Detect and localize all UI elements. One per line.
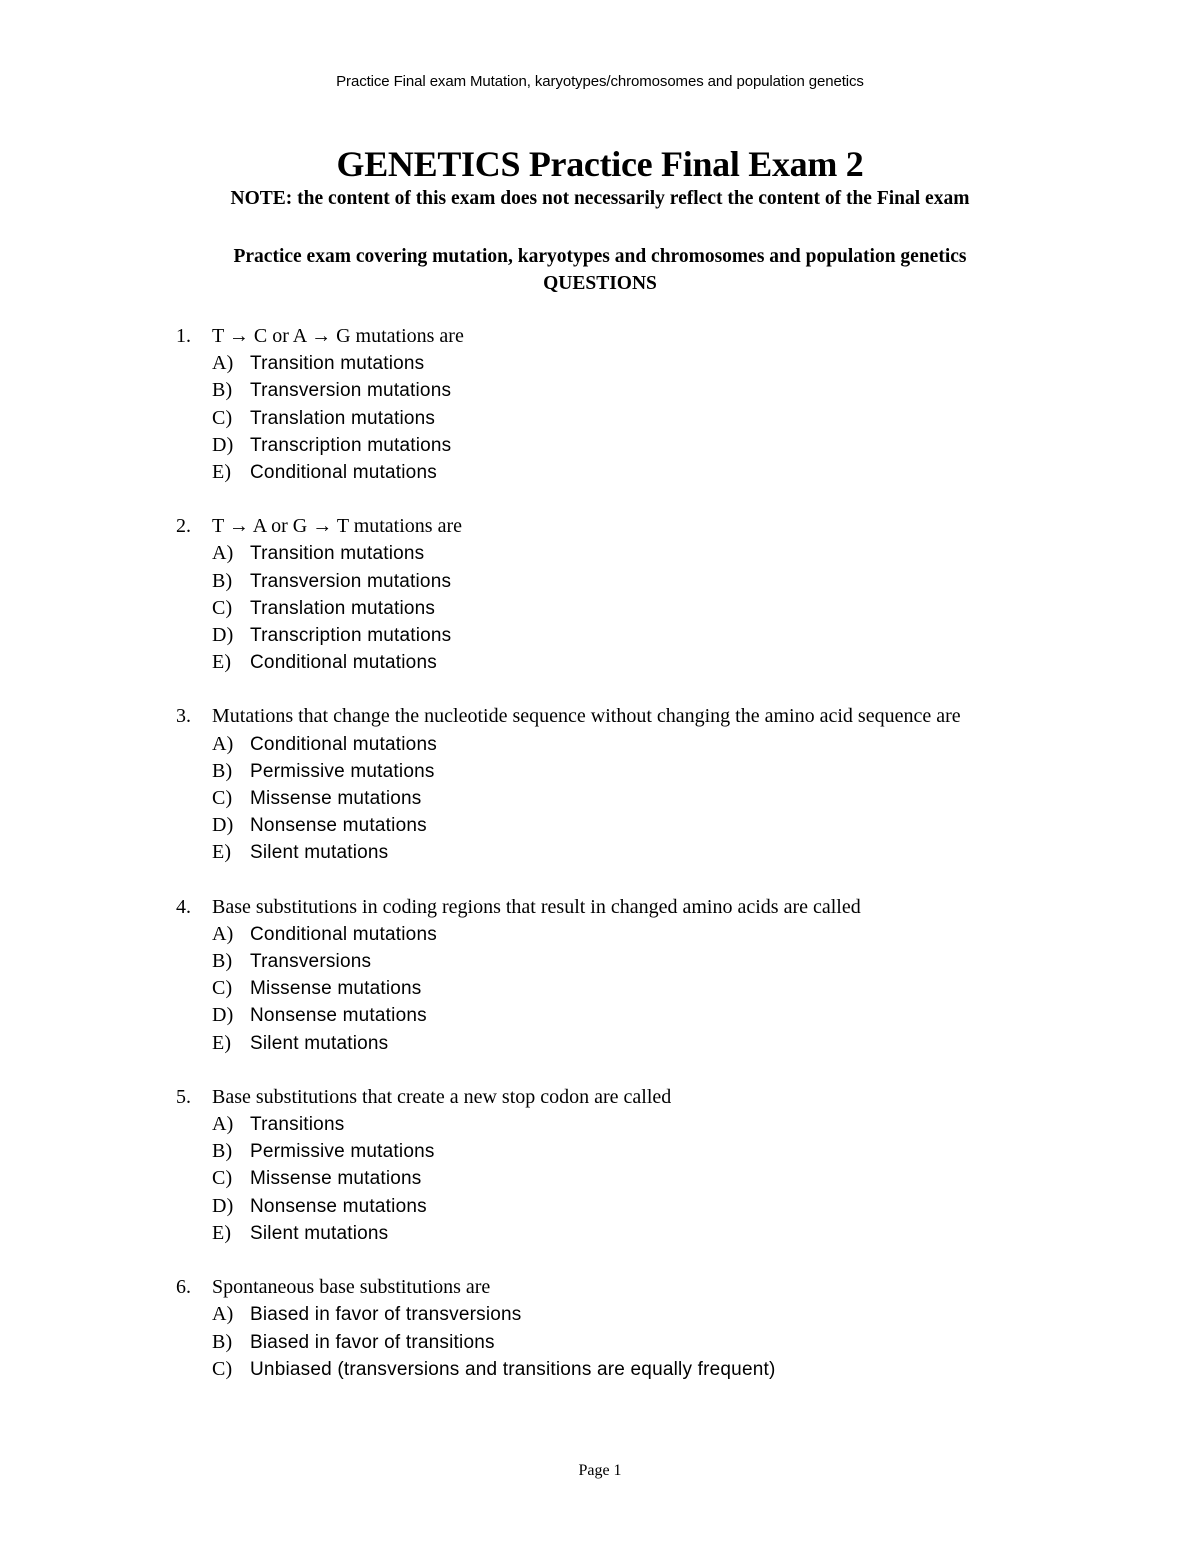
- answer-option: [212, 1193, 1200, 1220]
- page-title: GENETICS Practice Final Exam 2: [336, 144, 864, 184]
- answer-option: [212, 459, 1200, 486]
- question-text: T → A or G → T mutations are: [212, 515, 462, 538]
- option-text: Missense mutations: [250, 978, 422, 1000]
- option-text: Transversion mutations: [250, 380, 452, 402]
- option-letter: A): [212, 922, 234, 945]
- question-2: [0, 513, 1200, 676]
- option-letter: E): [212, 461, 232, 484]
- option-letter: E): [212, 841, 232, 864]
- option-letter: A): [212, 352, 234, 375]
- answer-option: [212, 595, 1200, 622]
- section-heading-questions: QUESTIONS: [543, 273, 657, 294]
- question-number: 1.: [176, 325, 191, 347]
- option-letter: A): [212, 1303, 234, 1326]
- option-text: Transition mutations: [250, 543, 425, 565]
- answer-option: [212, 377, 1200, 404]
- question-number: 4.: [176, 895, 191, 918]
- option-text: Translation mutations: [250, 407, 436, 429]
- option-letter: C): [212, 787, 233, 810]
- answer-option: [212, 948, 1200, 975]
- option-text: Conditional mutations: [250, 652, 437, 674]
- question-number: 3.: [176, 705, 191, 728]
- exam-note: NOTE: the content of this exam does not necessarily reflect the content of the Final exam: [230, 188, 970, 209]
- option-text: Unbiased (transversions and transitions are equally frequent): [250, 1358, 776, 1380]
- option-text: Nonsense mutations: [250, 1005, 427, 1027]
- option-text: Transversions: [250, 951, 372, 973]
- answer-option: [212, 1030, 1200, 1057]
- option-letter: D): [212, 1004, 234, 1027]
- question-text: Base substitutions that create a new stop codon are called: [212, 1085, 672, 1108]
- question-list: [0, 323, 1200, 1410]
- option-letter: C): [212, 596, 233, 619]
- question-4: [0, 894, 1200, 1057]
- option-letter: A): [212, 732, 234, 755]
- option-text: Missense mutations: [250, 1168, 422, 1190]
- answer-option: [212, 1111, 1200, 1138]
- answer-option: [212, 975, 1200, 1002]
- answer-option: [212, 1165, 1200, 1192]
- subtitle-line: Practice exam covering mutation, karyotypes and chromosomes and population genetics: [233, 246, 967, 267]
- answer-option: [212, 812, 1200, 839]
- question-text: Spontaneous base substitutions are: [212, 1276, 491, 1299]
- option-letter: B): [212, 379, 233, 402]
- option-letter: B): [212, 950, 233, 973]
- option-letter: A): [212, 1113, 234, 1136]
- answer-option: [212, 405, 1200, 432]
- question-3: [0, 703, 1200, 866]
- option-text: Silent mutations: [250, 1222, 389, 1244]
- option-text: Silent mutations: [250, 842, 389, 864]
- answer-option: [212, 1301, 1200, 1328]
- answer-options: [212, 350, 1200, 486]
- answer-option: [212, 839, 1200, 866]
- option-letter: B): [212, 569, 233, 592]
- answer-option: [212, 649, 1200, 676]
- question-text: Base substitutions in coding regions that result in changed amino acids are called: [212, 895, 861, 918]
- option-letter: A): [212, 542, 234, 565]
- question-number: 2.: [176, 515, 191, 538]
- answer-option: [212, 350, 1200, 377]
- option-text: Silent mutations: [250, 1032, 389, 1054]
- option-letter: C): [212, 1357, 233, 1380]
- option-letter: B): [212, 759, 233, 782]
- option-letter: C): [212, 977, 233, 1000]
- option-text: Biased in favor of transitions: [250, 1331, 495, 1353]
- exam-subtitle: [0, 243, 1200, 297]
- answer-option: [212, 785, 1200, 812]
- question-text: Mutations that change the nucleotide sequence without changing the amino acid sequence are: [212, 705, 961, 728]
- running-header: Practice Final exam Mutation, karyotypes/chromosomes and population genetics: [336, 73, 864, 90]
- option-text: Conditional mutations: [250, 462, 437, 484]
- option-letter: E): [212, 1221, 232, 1244]
- option-text: Transcription mutations: [250, 434, 452, 456]
- answer-option: [212, 758, 1200, 785]
- option-text: Permissive mutations: [250, 760, 435, 782]
- answer-options: [212, 1301, 1200, 1383]
- answer-option: [212, 1002, 1200, 1029]
- option-text: Missense mutations: [250, 788, 422, 810]
- option-text: Conditional mutations: [250, 733, 437, 755]
- option-letter: D): [212, 814, 234, 837]
- option-letter: B): [212, 1140, 233, 1163]
- question-text: T → C or A → G mutations are: [212, 325, 464, 347]
- option-text: Permissive mutations: [250, 1141, 435, 1163]
- answer-options: [212, 540, 1200, 676]
- question-number: 6.: [176, 1276, 191, 1299]
- page-footer: Page 1: [578, 1462, 622, 1479]
- option-letter: C): [212, 406, 233, 429]
- answer-option: [212, 622, 1200, 649]
- question-5: [0, 1084, 1200, 1247]
- answer-option: [212, 1220, 1200, 1247]
- question-number: 5.: [176, 1085, 191, 1108]
- option-text: Transcription mutations: [250, 625, 452, 647]
- option-text: Transition mutations: [250, 353, 425, 375]
- answer-option: [212, 731, 1200, 758]
- answer-options: [212, 731, 1200, 867]
- option-text: Nonsense mutations: [250, 815, 427, 837]
- option-letter: E): [212, 651, 232, 674]
- question-6: [0, 1274, 1200, 1383]
- question-1: [0, 323, 1200, 486]
- answer-option: [212, 540, 1200, 567]
- answer-option: [212, 432, 1200, 459]
- answer-option: [212, 1329, 1200, 1356]
- option-text: Biased in favor of transversions: [250, 1304, 522, 1326]
- option-letter: D): [212, 624, 234, 647]
- option-letter: D): [212, 433, 234, 456]
- option-text: Translation mutations: [250, 597, 436, 619]
- option-letter: C): [212, 1167, 233, 1190]
- answer-option: [212, 1356, 1200, 1383]
- option-text: Transitions: [250, 1114, 345, 1136]
- answer-options: [212, 921, 1200, 1057]
- answer-option: [212, 921, 1200, 948]
- answer-option: [212, 568, 1200, 595]
- answer-options: [212, 1111, 1200, 1247]
- option-text: Conditional mutations: [250, 923, 437, 945]
- answer-option: [212, 1138, 1200, 1165]
- option-letter: D): [212, 1194, 234, 1217]
- option-letter: B): [212, 1330, 233, 1353]
- option-text: Nonsense mutations: [250, 1195, 427, 1217]
- option-text: Transversion mutations: [250, 570, 452, 592]
- option-letter: E): [212, 1031, 232, 1054]
